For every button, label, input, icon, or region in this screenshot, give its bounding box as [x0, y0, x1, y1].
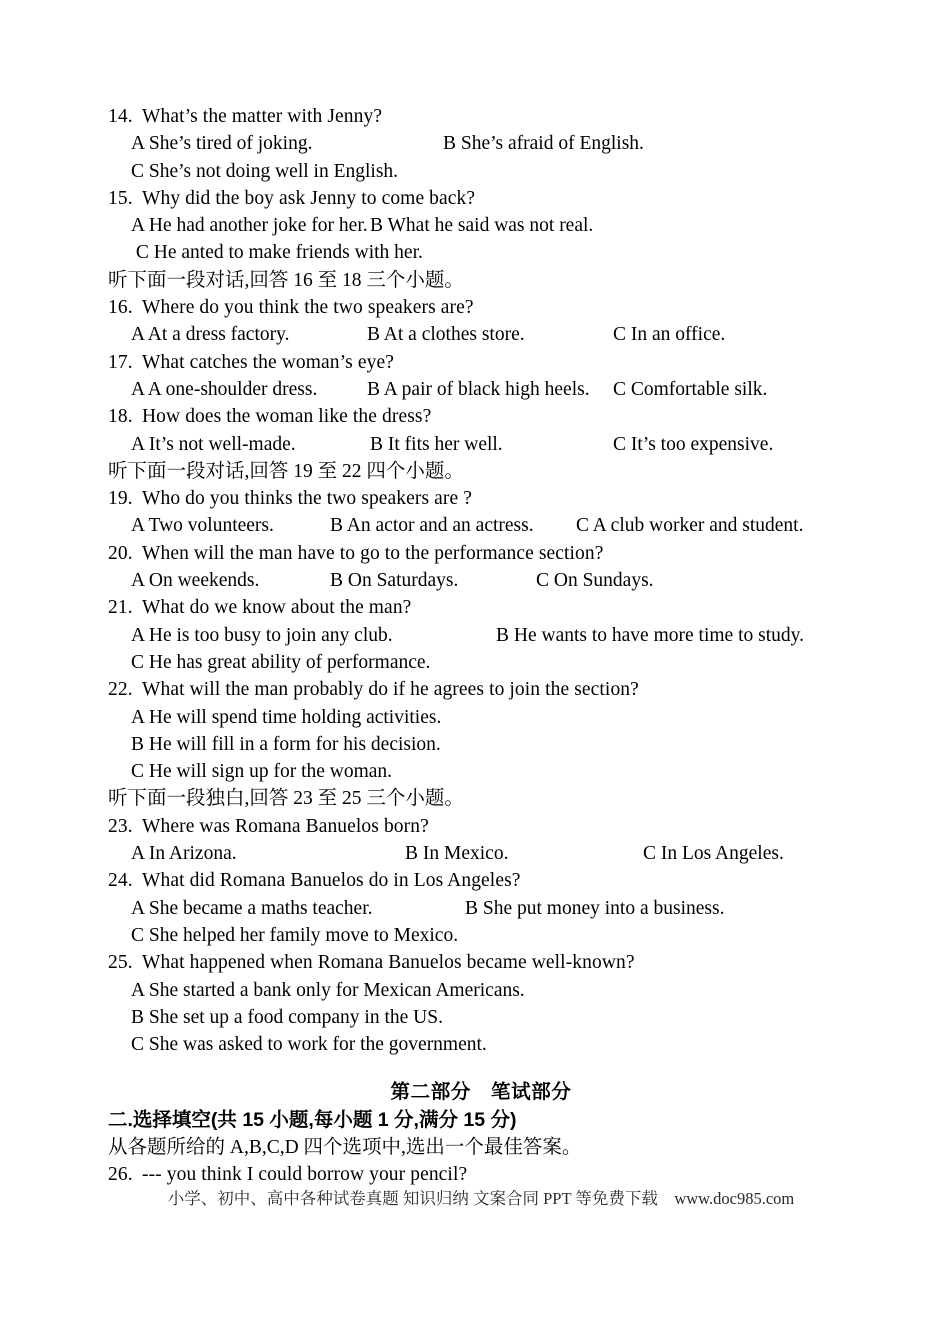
option-row [108, 321, 898, 348]
question-number: 22. [108, 679, 133, 701]
section-title-multiple-choice: 二.选择填空(共 15 小题,每小题 1 分,满分 15 分) [108, 1108, 517, 1131]
option-row [108, 376, 898, 403]
option-a[interactable]: A He will spend time holding activities. [131, 706, 442, 728]
option-c[interactable]: C She’s not doing well in English. [131, 160, 399, 182]
question-text: Where do you think the two speakers are? [142, 297, 474, 319]
question-text: How does the woman like the dress? [142, 406, 432, 428]
option-c[interactable]: C He has great ability of performance. [131, 651, 431, 673]
option-a[interactable]: A She became a maths teacher. [131, 897, 373, 919]
question-number: 20. [108, 542, 133, 564]
option-a[interactable]: A She started a bank only for Mexican Americans. [131, 979, 525, 1001]
option-c[interactable]: C In an office. [613, 324, 726, 346]
option-a[interactable]: A He had another joke for her. [131, 215, 368, 237]
question-number: 24. [108, 870, 133, 892]
question-text: What happened when Romana Banuelos became well-known? [142, 952, 635, 974]
option-b[interactable]: B In Mexico. [405, 843, 509, 865]
option-c[interactable]: C It’s too expensive. [613, 433, 774, 455]
option-a[interactable]: A At a dress factory. [131, 324, 290, 346]
option-row [108, 212, 898, 239]
question-stem [108, 103, 898, 130]
option-a[interactable]: A She’s tired of joking. [131, 133, 313, 155]
question-text: --- you think I could borrow your pencil? [142, 1164, 468, 1186]
section-directions: 从各题所给的 A,B,C,D 四个选项中,选出一个最佳答案。 [108, 1136, 582, 1158]
listening-direction-16-18: 听下面一段对话,回答 16 至 18 三个小题。 [108, 269, 464, 291]
question-stem [108, 1161, 898, 1188]
option-b[interactable]: B An actor and an actress. [330, 515, 534, 537]
option-row [108, 622, 898, 649]
option-c[interactable]: C She was asked to work for the government. [131, 1034, 487, 1056]
option-a[interactable]: A Two volunteers. [131, 515, 274, 537]
question-text: Who do you thinks the two speakers are ? [142, 488, 472, 510]
option-row [108, 895, 898, 922]
question-number: 16. [108, 297, 133, 319]
question-number: 25. [108, 952, 133, 974]
option-b[interactable]: B A pair of black high heels. [367, 378, 590, 400]
footer-watermark: 小学、初中、高中各种试卷真题 知识归纳 文案合同 PPT 等免费下载 www.doc985.com [167, 1189, 795, 1208]
question-stem [108, 676, 898, 703]
part-two-heading: 第二部分 笔试部分 [390, 1081, 572, 1104]
option-a[interactable]: A A one-shoulder dress. [131, 378, 318, 400]
question-number: 21. [108, 597, 133, 619]
option-row [108, 512, 898, 539]
question-number: 26. [108, 1164, 133, 1186]
option-c[interactable]: C She helped her family move to Mexico. [131, 924, 459, 946]
question-stem [108, 485, 898, 512]
option-b[interactable]: B He wants to have more time to study. [496, 624, 804, 646]
option-c[interactable]: C He anted to make friends with her. [131, 242, 423, 264]
question-number: 17. [108, 351, 133, 373]
question-text: What will the man probably do if he agrees to join the section? [142, 679, 639, 701]
question-text: What catches the woman’s eye? [142, 351, 394, 373]
option-a[interactable]: A On weekends. [131, 570, 260, 592]
option-b[interactable]: B She set up a food company in the US. [131, 1006, 443, 1028]
question-stem [108, 540, 898, 567]
option-b[interactable]: B On Saturdays. [330, 570, 459, 592]
question-stem [108, 949, 898, 976]
option-row [108, 431, 898, 458]
option-c[interactable]: C He will sign up for the woman. [131, 761, 393, 783]
question-number: 18. [108, 406, 133, 428]
option-b[interactable]: B At a clothes store. [367, 324, 525, 346]
option-c[interactable]: C In Los Angeles. [643, 843, 784, 865]
option-b[interactable]: B She put money into a business. [465, 897, 725, 919]
question-text: When will the man have to go to the performance section? [142, 542, 604, 564]
question-stem [108, 349, 898, 376]
question-stem [108, 867, 898, 894]
question-text: What do we know about the man? [142, 597, 412, 619]
option-a[interactable]: A It’s not well-made. [131, 433, 296, 455]
question-number: 15. [108, 187, 133, 209]
question-stem [108, 594, 898, 621]
option-b[interactable]: B She’s afraid of English. [443, 133, 644, 155]
question-stem [108, 403, 898, 430]
option-row [108, 840, 898, 867]
option-a[interactable]: A He is too busy to join any club. [131, 624, 393, 646]
question-text: What’s the matter with Jenny? [142, 106, 383, 127]
listening-direction-23-25: 听下面一段独白,回答 23 至 25 三个小题。 [108, 788, 464, 810]
page-content [108, 103, 898, 1189]
option-a[interactable]: A In Arizona. [131, 843, 237, 865]
question-text: Where was Romana Banuelos born? [142, 815, 429, 837]
question-stem [108, 294, 898, 321]
option-row [108, 567, 898, 594]
question-stem [108, 185, 898, 212]
question-number: 19. [108, 488, 133, 510]
question-text: What did Romana Banuelos do in Los Angeles? [142, 870, 521, 892]
option-b[interactable]: B He will fill in a form for his decision. [131, 733, 441, 755]
question-number: 14. [108, 106, 133, 127]
listening-direction-19-22: 听下面一段对话,回答 19 至 22 四个小题。 [108, 460, 464, 482]
option-row [108, 130, 898, 157]
question-stem [108, 813, 898, 840]
option-b[interactable]: B What he said was not real. [370, 215, 594, 237]
option-b[interactable]: B It fits her well. [370, 433, 503, 455]
option-c[interactable]: C On Sundays. [536, 570, 654, 592]
option-c[interactable]: C A club worker and student. [576, 515, 804, 537]
option-c[interactable]: C Comfortable silk. [613, 378, 768, 400]
question-text: Why did the boy ask Jenny to come back? [142, 187, 476, 209]
question-number: 23. [108, 815, 133, 837]
